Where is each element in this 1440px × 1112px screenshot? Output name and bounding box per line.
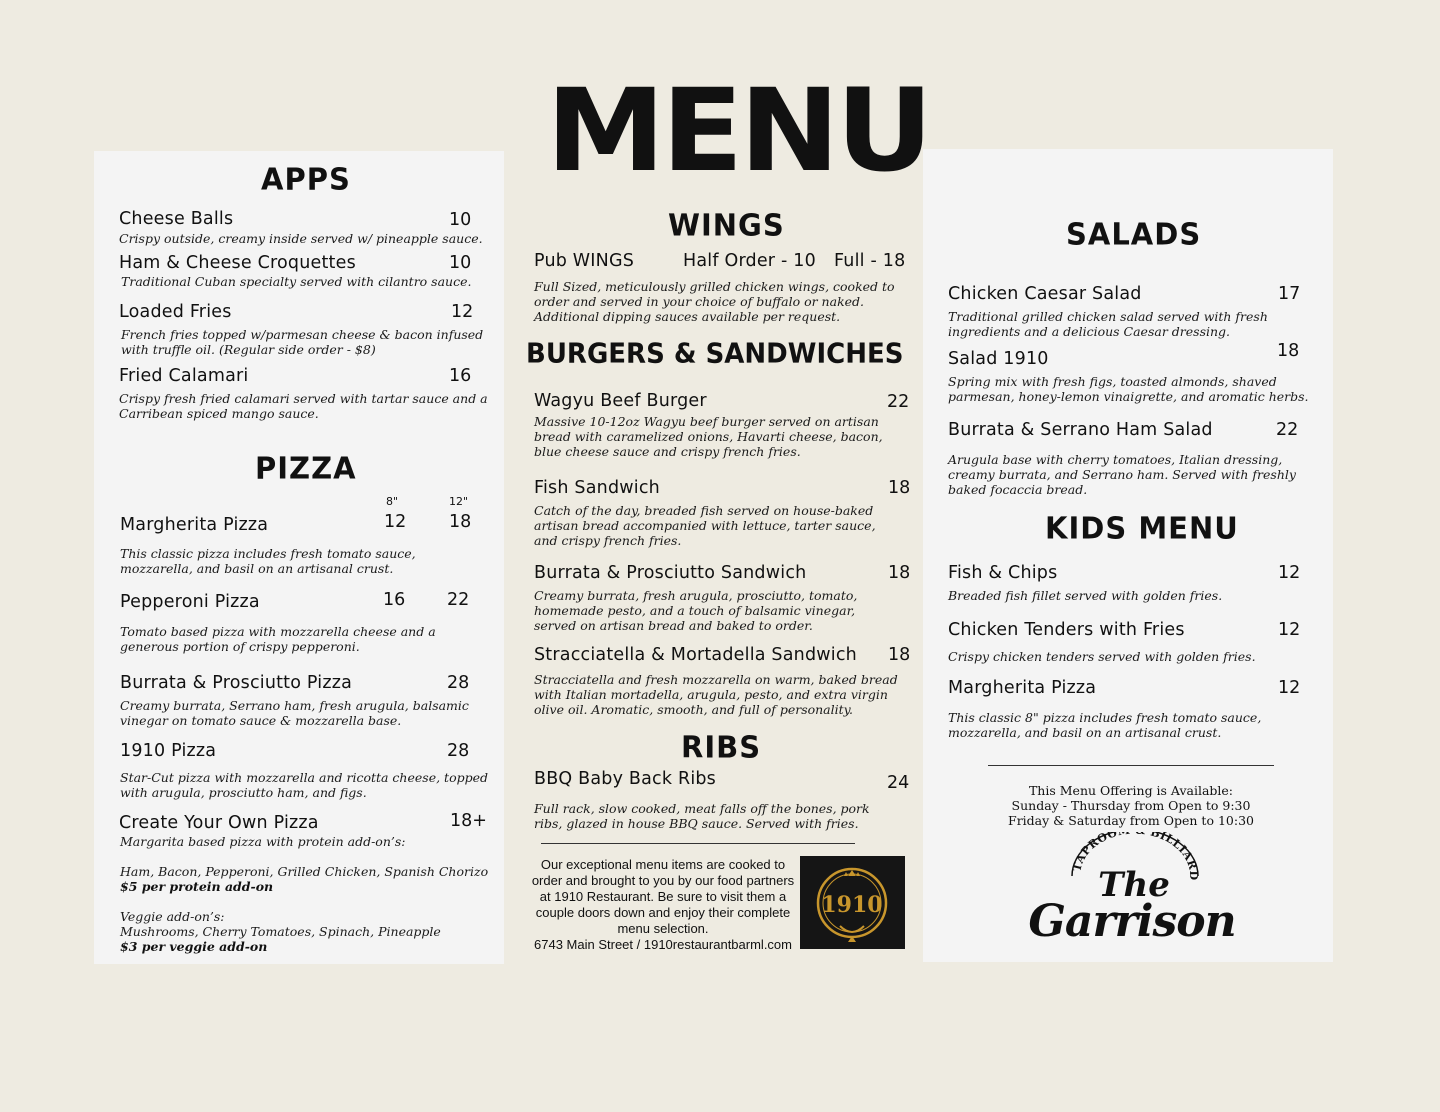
divider: [541, 843, 855, 844]
protein-price: $5 per protein add-on: [120, 879, 274, 894]
menu-item-price: 28: [447, 741, 470, 761]
menu-item-price: 18: [888, 563, 911, 583]
apps-heading: APPS: [261, 161, 351, 197]
menu-item-price-small: 12: [384, 512, 407, 532]
menu-item-name: Pepperoni Pizza: [120, 592, 260, 612]
menu-item-desc: This classic pizza includes fresh tomato sauce, mozzarella, and basil on an artisanal crust.: [120, 546, 416, 576]
partner-address: 6743 Main Street / 1910restaurantbarml.com: [534, 937, 792, 952]
1910-emblem-icon: [800, 856, 905, 949]
ribs-desc: Full rack, slow cooked, meat falls off the bones, pork ribs, glazed in house BBQ sauce. Served with fries.: [534, 801, 870, 831]
garrison-line-2: Garrison: [1028, 896, 1236, 947]
garrison-script-logo: [1018, 832, 1250, 950]
menu-item-price: 18: [888, 645, 911, 665]
garrison-arc-text: TAPROO BILLIARD: [1070, 832, 1201, 881]
menu-item-desc: Stracciatella and fresh mozzarella on warm, baked bread with Italian mortadella, arugula, pesto, and extra virgin olive oil. Aromatic, smooth, and full of personality.: [534, 672, 898, 717]
menu-item-price: 22: [1276, 420, 1299, 440]
menu-item-desc: Catch of the day, breaded fish served on house-baked artisan bread accompanied with lettuce, tarter sauce, and crispy french fries.: [534, 503, 876, 548]
ribs-name: BBQ Baby Back Ribs: [534, 769, 717, 789]
menu-item-desc: Crispy outside, creamy inside served w/ pineapple sauce.: [119, 231, 483, 246]
availability-line-1: This Menu Offering is Available:: [1028, 783, 1234, 798]
protein-list: Ham, Bacon, Pepperoni, Grilled Chicken, Spanish Chorizo: [120, 864, 489, 879]
wings-desc: Full Sized, meticulously grilled chicken wings, cooked to order and served in your choice of buffalo or naked. Additional dipping sauces available per request.: [534, 279, 895, 324]
ribs-heading: RIBS: [681, 729, 762, 765]
menu-item-desc: Spring mix with fresh figs, toasted almonds, shaved parmesan, honey-lemon vinaigrette, and aromatic herbs.: [948, 374, 1309, 404]
menu-item-name: Burrata & Prosciutto Sandwich: [534, 563, 807, 583]
salads-heading: SALADS: [1066, 216, 1202, 252]
menu-item-price: 18: [888, 478, 911, 498]
logo-1910-text: 1910: [821, 892, 883, 918]
menu-item-desc: Arugula base with cherry tomatoes, Italian dressing, creamy burrata, and Serrano ham. Served with freshly baked focaccia bread.: [948, 452, 1296, 497]
menu-item-price-large: 18: [449, 512, 472, 532]
menu-item-desc: French fries topped w/parmesan cheese & bacon infused with truffle oil. (Regular side order - $8): [121, 327, 484, 357]
wings-heading: WINGS: [668, 207, 785, 243]
size-large-label: 12": [449, 495, 469, 508]
menu-item-price: 12: [1278, 563, 1301, 583]
garrison-logo: [1018, 832, 1250, 950]
garrison-line-1: The: [1098, 865, 1170, 905]
menu-item-price: 12: [1278, 678, 1301, 698]
menu-item-desc: Margarita based pizza with protein add-on’s:: [120, 834, 406, 849]
burgers-heading: BURGERS & SANDWICHES: [526, 338, 904, 370]
kids-heading: KIDS MENU: [1045, 510, 1239, 546]
ribs-price: 24: [887, 773, 910, 793]
menu-item-name: Margherita Pizza: [948, 678, 1097, 698]
menu-item-price: 10: [449, 253, 472, 273]
menu-item-desc: Traditional grilled chicken salad served with fresh ingredients and a delicious Caesar dressing.: [948, 309, 1268, 339]
menu-item-name: Margherita Pizza: [120, 515, 269, 535]
menu-item-desc: Breaded fish fillet served with golden fries.: [948, 588, 1223, 603]
wings-full-price: Full - 18: [834, 251, 906, 271]
menu-item-name: 1910 Pizza: [120, 741, 217, 761]
menu-item-desc: Crispy chicken tenders served with golden fries.: [948, 649, 1256, 664]
menu-item-name: Stracciatella & Mortadella Sandwich: [534, 645, 857, 665]
partner-note: Our exceptional menu items are cooked to order and brought to you by our food partners at 1910 Restaurant. Be sure to visit them a couple doors down and enjoy their complete menu selection.: [531, 857, 795, 936]
menu-item-name: Chicken Tenders with Fries: [948, 620, 1185, 640]
menu-item-price-small: 16: [383, 590, 406, 610]
menu-item-name: Ham & Cheese Croquettes: [119, 253, 356, 273]
menu-item-desc: Massive 10-12oz Wagyu beef burger served on artisan bread with caramelized onions, Havarti cheese, bacon, blue cheese sauce and crispy french fries.: [534, 414, 883, 459]
menu-item-name: Fried Calamari: [119, 366, 249, 386]
wings-name: Pub WINGS: [534, 251, 635, 271]
size-small-label: 8": [386, 495, 399, 508]
menu-item-desc: Tomato based pizza with mozzarella cheese and a generous portion of crispy pepperoni.: [120, 624, 436, 654]
menu-item-desc: This classic 8" pizza includes fresh tomato sauce, mozzarella, and basil on an artisanal crust.: [948, 710, 1262, 740]
menu-item-price: 28: [447, 673, 470, 693]
menu-item-desc: Creamy burrata, Serrano ham, fresh arugula, balsamic vinegar on tomato sauce & mozzarella base.: [120, 698, 469, 728]
menu-item-desc: Traditional Cuban specialty served with cilantro sauce.: [121, 274, 472, 289]
menu-item-name: Wagyu Beef Burger: [534, 391, 707, 411]
veggie-label: Veggie add-on’s:: [120, 909, 225, 924]
veggie-price: $3 per veggie add-on: [120, 939, 268, 954]
menu-item-desc: Crispy fresh fried calamari served with tartar sauce and a Carribean spiced mango sauce.: [119, 391, 488, 421]
menu-item-name: Chicken Caesar Salad: [948, 284, 1142, 304]
menu-item-desc: Creamy burrata, fresh arugula, prosciutto, tomato, homemade pesto, and a touch of balsamic vinegar, served on artisan bread and baked to order.: [534, 588, 858, 633]
wings-half-price: Half Order - 10: [683, 251, 816, 271]
menu-item-name: Burrata & Serrano Ham Salad: [948, 420, 1213, 440]
menu-item-price: 16: [449, 366, 472, 386]
menu-item-name: Loaded Fries: [119, 302, 232, 322]
menu-item-name: Burrata & Prosciutto Pizza: [120, 673, 353, 693]
menu-item-desc: Star-Cut pizza with mozzarella and ricotta cheese, topped with arugula, prosciutto ham, and figs.: [120, 770, 488, 800]
1910-restaurant-logo: [800, 856, 905, 949]
menu-item-price: 18: [1277, 341, 1300, 361]
menu-item-price: 12: [451, 302, 474, 322]
menu-title: MENU: [546, 65, 930, 198]
availability-line-3: Friday & Saturday from Open to 10:30: [1008, 813, 1254, 828]
divider: [988, 765, 1274, 766]
menu-item-price: 17: [1278, 284, 1301, 304]
menu-item-price: 18+: [450, 811, 487, 831]
pizza-heading: PIZZA: [255, 450, 357, 486]
menu-item-name: Cheese Balls: [119, 209, 234, 229]
menu-item-price-large: 22: [447, 590, 470, 610]
menu-item-price: 10: [449, 210, 472, 230]
menu-item-name: Fish & Chips: [948, 563, 1058, 583]
menu-item-price: 12: [1278, 620, 1301, 640]
menu-item-name: Create Your Own Pizza: [119, 813, 319, 833]
veggie-list: Mushrooms, Cherry Tomatoes, Spinach, Pineapple: [120, 924, 441, 939]
menu-item-name: Salad 1910: [948, 349, 1049, 369]
menu-item-name: Fish Sandwich: [534, 478, 660, 498]
menu-item-price: 22: [887, 392, 910, 412]
availability-line-2: Sunday - Thursday from Open to 9:30: [1011, 798, 1251, 813]
